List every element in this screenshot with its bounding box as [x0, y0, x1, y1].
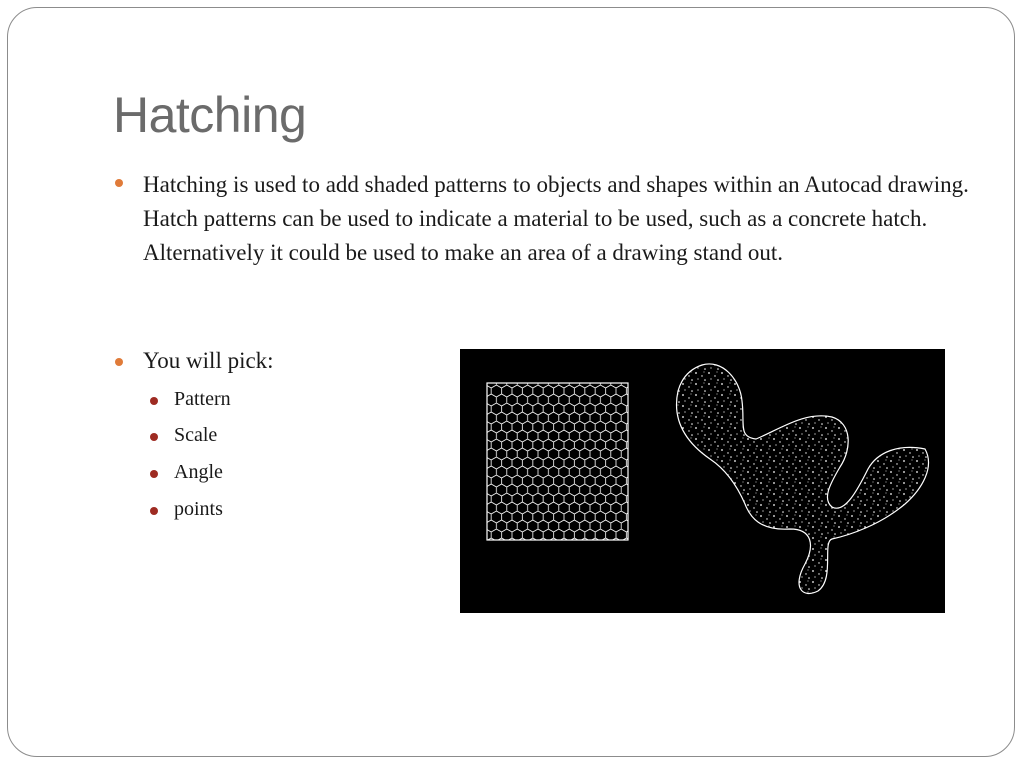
bullet-dot [115, 179, 123, 187]
bullet-dot [115, 358, 123, 366]
sub-item-scale: Scale [174, 424, 218, 446]
sub-item-pattern: Pattern [174, 388, 231, 410]
dotted-hatch-blob [676, 364, 928, 594]
sub-bullet-dot [150, 507, 158, 515]
hatch-example-svg [460, 349, 945, 613]
sub-bullet-dot [150, 397, 158, 405]
pick-label: You will pick: [143, 348, 274, 373]
slide-title: Hatching [113, 87, 307, 143]
body-paragraph: Hatching is used to add shaded patterns to objects and shapes within an Autocad drawing. Hatch patterns can be used to indicate a material to be used, such as a concrete hatch. Alternatively it could be used to make an area of a drawing stand out. [143, 172, 969, 265]
sub-item-points: points [174, 498, 223, 520]
sub-item-angle: Angle [174, 461, 223, 483]
sub-bullet-dot [150, 470, 158, 478]
hexagon-hatch-square [487, 383, 628, 540]
sub-bullet-dot [150, 433, 158, 441]
hatch-example-image [460, 349, 945, 613]
